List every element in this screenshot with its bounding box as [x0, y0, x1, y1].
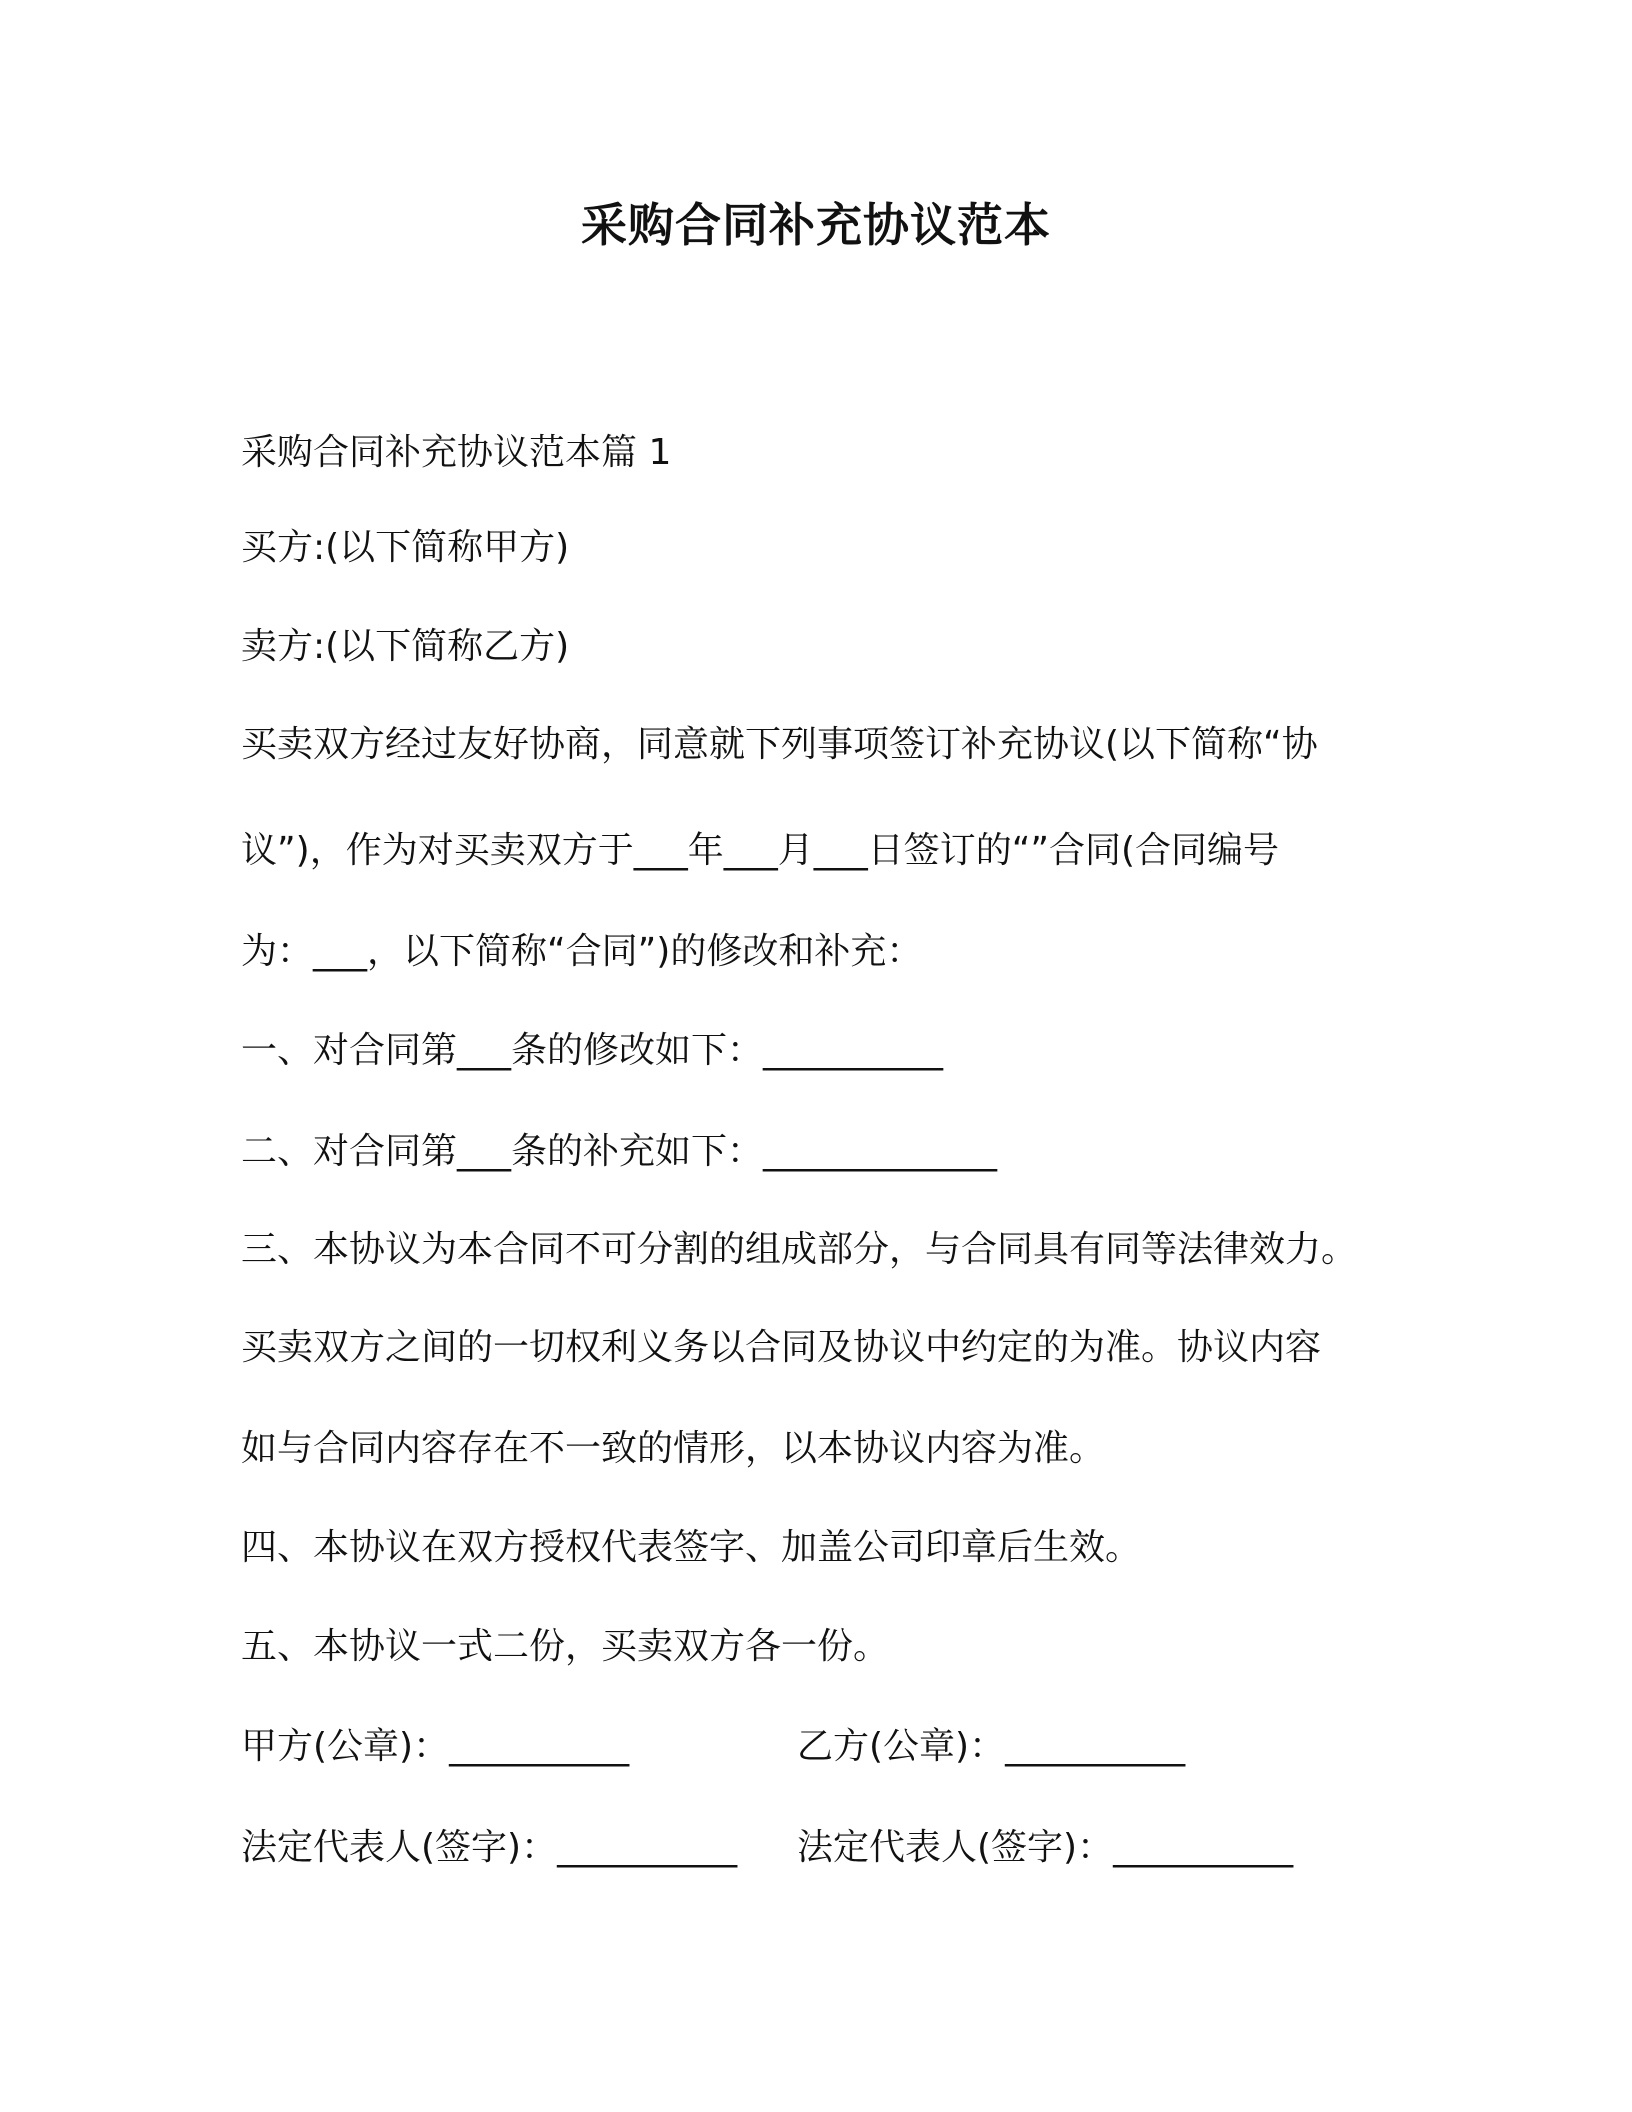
- buyer-line: 买方:(以下简称甲方): [241, 527, 570, 568]
- party-b-seal: 乙方(公章)：__________: [797, 1726, 1186, 1767]
- clause-3-line-3: 如与合同内容存在不一致的情形，以本协议内容为准。: [241, 1428, 1106, 1469]
- clause-2: 二、对合同第___条的补充如下：_____________: [241, 1131, 998, 1172]
- party-a-representative: 法定代表人(签字)：__________: [241, 1827, 738, 1868]
- clause-5: 五、本协议一式二份，买卖双方各一份。: [241, 1626, 890, 1667]
- document-title: 采购合同补充协议范本: [581, 198, 1051, 252]
- clause-4: 四、本协议在双方授权代表签字、加盖公司印章后生效。: [241, 1527, 1142, 1568]
- clause-3-line-1: 三、本协议为本合同不可分割的组成部分，与合同具有同等法律效力。: [241, 1229, 1358, 1270]
- clause-1: 一、对合同第___条的修改如下：__________: [241, 1030, 944, 1071]
- party-a-seal: 甲方(公章)：__________: [241, 1726, 630, 1767]
- party-b-representative: 法定代表人(签字)：__________: [797, 1827, 1294, 1868]
- intro-line-1: 买卖双方经过友好协商，同意就下列事项签订补充协议(以下简称“协: [241, 724, 1318, 765]
- intro-line-3: 为：___，以下简称“合同”)的修改和补充：: [241, 931, 923, 972]
- seller-line: 卖方:(以下简称乙方): [241, 626, 570, 667]
- clause-3-line-2: 买卖双方之间的一切权利义务以合同及协议中约定的为准。协议内容: [241, 1327, 1322, 1368]
- section-heading: 采购合同补充协议范本篇 1: [241, 432, 672, 473]
- intro-line-2: 议”)，作为对买卖双方于___年___月___日签订的“”合同(合同编号: [241, 830, 1280, 871]
